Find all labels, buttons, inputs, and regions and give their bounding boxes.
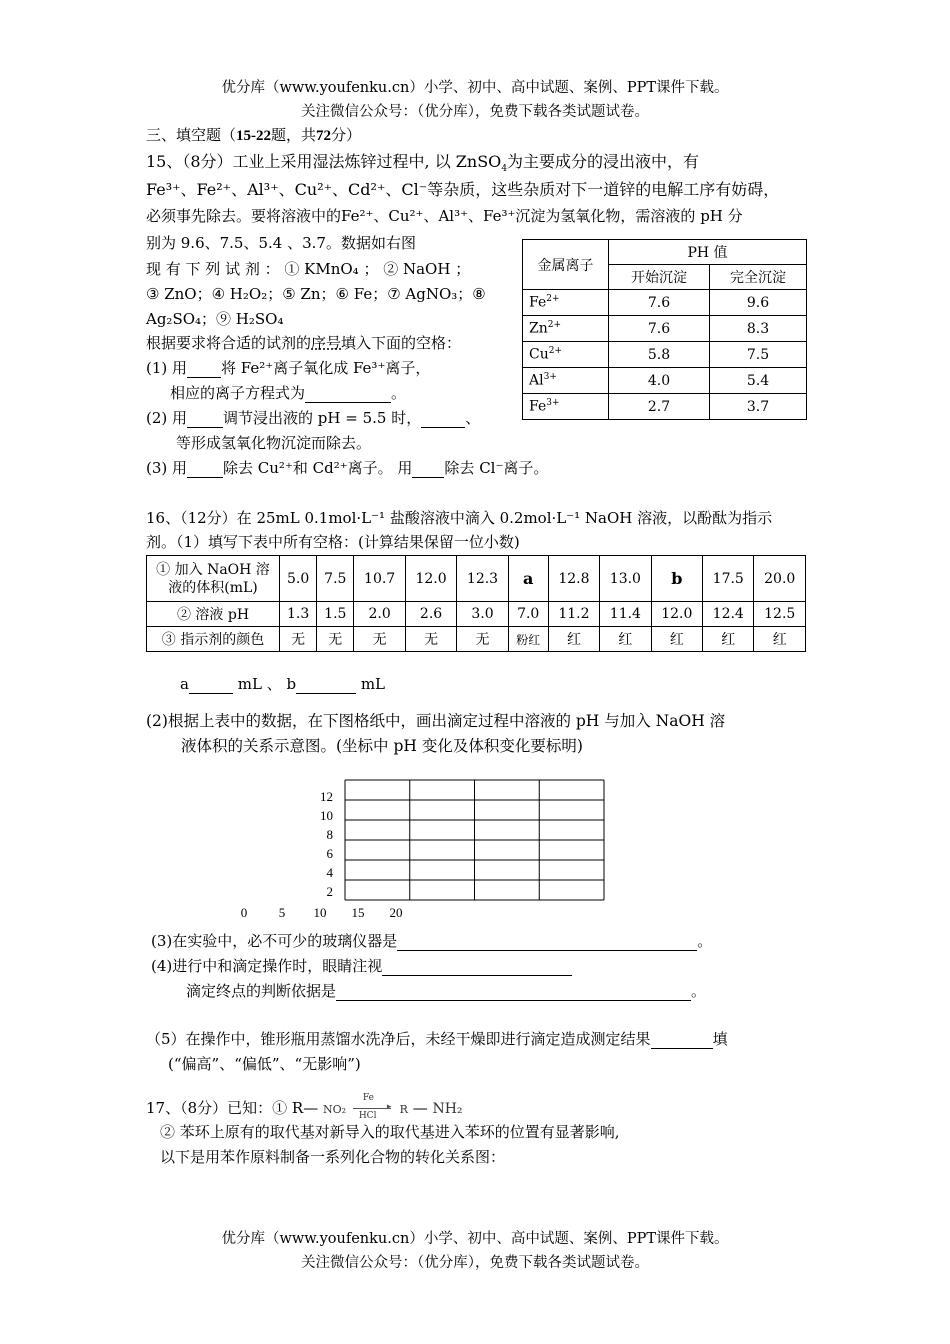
q15-blank-5[interactable] xyxy=(412,459,444,478)
q16-volume-cell: 12.0 xyxy=(405,556,456,602)
q16-volume-cell: 12.8 xyxy=(548,556,599,602)
q15-line-3: 必须事先除去。要将溶液中的Fe²⁺、Cu²⁺、Al³⁺、Fe³⁺沉淀为氢氧化物，需溶液的 pH 分 xyxy=(146,207,743,225)
q16-color-cell: 红 xyxy=(651,627,702,652)
grid-x-tick-label: 15 xyxy=(351,905,365,920)
q15-table-col-ion: 金属离子 xyxy=(523,240,609,290)
q16-color-cell: 粉红 xyxy=(508,627,548,652)
q16-color-cell: 无 xyxy=(317,627,354,652)
grid-y-tick-label: 10 xyxy=(320,808,333,823)
q15-blank-2[interactable] xyxy=(187,409,223,428)
q16-color-cell: 红 xyxy=(548,627,599,652)
q15-ion-cell: $Cu^{2+}$ xyxy=(523,342,609,368)
grid-y-tick-label: 6 xyxy=(326,846,333,861)
grid-y-tick-label: 12 xyxy=(320,789,333,804)
q15-end-ph-cell: 5.4 xyxy=(710,368,807,394)
q15-end-ph-cell: 9.6 xyxy=(710,290,807,316)
grid-x-tick-label: 20 xyxy=(389,905,403,920)
q16-part-2-line-2: 液体积的关系示意图。(坐标中 pH 变化及体积变化要标明) xyxy=(181,737,583,755)
q16-ph-cell: 1.5 xyxy=(317,602,354,627)
q15-table-row xyxy=(523,316,807,342)
q15-blank-1[interactable] xyxy=(187,359,221,378)
q16-ph-cell: 11.4 xyxy=(600,602,651,627)
q16-blank-b[interactable] xyxy=(296,675,356,694)
q16-row-label-ph: ② 溶液 pH xyxy=(147,602,280,627)
grid-x-tick-label: 10 xyxy=(313,905,327,920)
grid-y-tick-label: 4 xyxy=(326,865,333,880)
q16-blank-result[interactable] xyxy=(651,1030,713,1049)
q15-table-row xyxy=(523,342,807,368)
q16-color-cell: 无 xyxy=(354,627,405,652)
q15-line-1: 15、（8分）工业上采用湿法炼锌过程中, 以 ZnSO$_4$为主要成分的浸出液中，有 xyxy=(146,152,700,175)
q15-table-col-ph: PH 值 xyxy=(609,240,807,265)
q15-part-3: (3) 用 除去 Cu²⁺和 Cd²⁺离子。 用 除去 Cl⁻离子。 xyxy=(146,459,549,477)
q17-line-2: ② 苯环上原有的取代基对新导入的取代基进入苯环的位置有显著影响, xyxy=(160,1123,620,1141)
q16-ph-cell: 7.0 xyxy=(508,602,548,627)
q16-part-4b: 滴定终点的判断依据是 。 xyxy=(186,982,707,1000)
q16-ph-cell: 11.2 xyxy=(548,602,599,627)
q16-color-cell: 无 xyxy=(405,627,456,652)
q16-row-label-volume: ① 加入 NaOH 溶 液的体积(mL) xyxy=(147,556,280,602)
q16-volume-cell: 20.0 xyxy=(754,556,806,602)
q16-color-cell: 红 xyxy=(600,627,651,652)
q15-end-ph-cell: 3.7 xyxy=(710,394,807,420)
q17-r-group: R xyxy=(399,1103,408,1116)
q15-end-ph-cell: 7.5 xyxy=(710,342,807,368)
q15-blank-equation[interactable] xyxy=(305,384,391,403)
q15-line-6: ③ ZnO；④ H₂O₂；⑤ Zn；⑥ Fe；⑦ AgNO₃；⑧ xyxy=(146,285,486,303)
q16-color-cell: 红 xyxy=(703,627,754,652)
q17-line-1: 17、（8分）已知：① R— NO₂ Fe ▸ HCl R — NH₂ xyxy=(146,1093,463,1121)
q15-start-ph-cell: 4.0 xyxy=(609,368,710,394)
q16-ab-answers: a mL 、 b mL xyxy=(180,675,385,693)
q16-volume-cell: 13.0 xyxy=(600,556,651,602)
q16-blank-glassware[interactable] xyxy=(397,932,697,951)
q16-grid-paper[interactable] xyxy=(225,775,625,925)
header-line-2: 关注微信公众号：（优分库），免费下载各类试题试卷。 xyxy=(301,104,649,120)
q15-start-ph-cell: 7.6 xyxy=(609,290,710,316)
q16-color-cell: 红 xyxy=(754,627,806,652)
q16-color-cell: 无 xyxy=(280,627,317,652)
header-line-1: 优分库（www.youfenku.cn）小学、初中、高中试题、案例、PPT课件下载。 xyxy=(221,80,729,96)
q16-volume-cell: 17.5 xyxy=(703,556,754,602)
section-title: 三、填空题（15-22题，共72分） xyxy=(146,126,362,144)
q17-nitro-group: NO₂ xyxy=(322,1103,347,1116)
q16-blank-a[interactable] xyxy=(189,675,233,694)
q15-start-ph-cell: 2.7 xyxy=(609,394,710,420)
q17-line-3: 以下是用苯作原料制备一系列化合物的转化关系图： xyxy=(160,1148,506,1166)
q15-part-1b: 相应的离子方程式为 。 xyxy=(170,384,407,402)
q16-part-3: (3)在实验中，必不可少的玻璃仪器是 。 xyxy=(151,932,713,950)
q15-start-ph-cell: 7.6 xyxy=(609,316,710,342)
q16-color-cell: 无 xyxy=(457,627,508,652)
q16-volume-cell: 10.7 xyxy=(354,556,405,602)
q15-ion-cell: $Zn^{2+}$ xyxy=(523,316,609,342)
q16-ph-cell: 12.5 xyxy=(754,602,806,627)
q17-reagent-top: Fe xyxy=(362,1093,374,1103)
grid-y-tick-label: 2 xyxy=(326,884,333,899)
q16-ph-cell: 2.6 xyxy=(405,602,456,627)
q16-part-5: （5）在操作中，锥形瓶用蒸馏水洗净后，未经干燥即进行滴定造成测定结果 填 xyxy=(146,1030,728,1048)
q16-blank-watch[interactable] xyxy=(382,957,572,976)
q16-ph-cell: 3.0 xyxy=(457,602,508,627)
footer-line-1: 优分库（www.youfenku.cn）小学、初中、高中试题、案例、PPT课件下载。 xyxy=(221,1231,729,1247)
q16-titration-table xyxy=(146,555,806,652)
q16-line-1: 16、（12分）在 25mL 0.1mol·L⁻¹ 盐酸溶液中滴入 0.2mol·L⁻¹ NaOH 溶液，以酚酞为指示 xyxy=(146,509,773,527)
q15-table-row xyxy=(523,368,807,394)
q16-line-2: 剂。（1）填写下表中所有空格：(计算结果保留一位小数) xyxy=(146,533,520,551)
q15-ion-cell: $Al^{3+}$ xyxy=(523,368,609,394)
q17-amine-group: NH₂ xyxy=(432,1101,463,1117)
q15-table-row xyxy=(523,290,807,316)
q16-row-label-color: ③ 指示剂的颜色 xyxy=(147,627,280,652)
q16-ph-cell: 12.0 xyxy=(651,602,702,627)
q15-ph-table xyxy=(522,239,807,420)
q15-part-2b: 等形成氢氧化物沉淀而除去。 xyxy=(176,434,372,452)
q15-part-1: (1) 用 将 Fe²⁺离子氧化成 Fe³⁺离子， xyxy=(146,359,431,377)
q16-volume-cell: 5.0 xyxy=(280,556,317,602)
grid-x-tick-label: 0 xyxy=(240,905,248,920)
footer-line-2: 关注微信公众号：（优分库），免费下载各类试题试卷。 xyxy=(301,1255,649,1271)
q15-ion-cell: $Fe^{3+}$ xyxy=(523,394,609,420)
q15-line-2: Fe³⁺、Fe²⁺、Al³⁺、Cu²⁺、Cd²⁺、Cl⁻等杂质，这些杂质对下一道锌的电解工序有妨碍， xyxy=(146,180,780,199)
grid-x-tick-label: 5 xyxy=(278,905,286,920)
q15-line-4: 别为 9.6、7.5、5.4 、3.7。数据如右图 xyxy=(146,234,416,252)
q16-volume-cell: a xyxy=(508,556,548,602)
q16-part-2-line-1: (2)根据上表中的数据，在下图格纸中，画出滴定过程中溶液的 pH 与加入 NaOH 溶 xyxy=(146,712,726,730)
q16-part-5b: (“偏高”、“偏低”、“无影响”) xyxy=(168,1055,361,1073)
q16-ph-cell: 1.3 xyxy=(280,602,317,627)
q16-volume-cell: 12.3 xyxy=(457,556,508,602)
q17-reaction-arrow: Fe ▸ HCl xyxy=(351,1099,395,1119)
q16-ph-cell: 12.4 xyxy=(703,602,754,627)
q17-reagent-bottom: HCl xyxy=(358,1111,377,1121)
q16-part-4: (4)进行中和滴定操作时，眼睛注视 xyxy=(151,955,572,976)
q15-end-ph-cell: 8.3 xyxy=(710,316,807,342)
q15-blank-4[interactable] xyxy=(187,459,223,478)
q15-table-sub-end: 完全沉淀 xyxy=(710,265,807,290)
q16-volume-cell: b xyxy=(651,556,702,602)
q15-table-row xyxy=(523,394,807,420)
q15-line-5: 现 有 下 列 试 剂 ： ① KMnO₄ ； ② NaOH ； xyxy=(146,260,471,278)
q15-part-2: (2) 用 调节浸出液的 pH = 5.5 时， 、 xyxy=(146,409,481,427)
q16-ph-cell: 2.0 xyxy=(354,602,405,627)
q15-ion-cell: $Fe^{2+}$ xyxy=(523,290,609,316)
q16-volume-cell: 7.5 xyxy=(317,556,354,602)
q16-blank-endpoint[interactable] xyxy=(336,982,691,1001)
grid-y-tick-label: 8 xyxy=(326,827,333,842)
q15-line-8: 根据要求将合适的试剂的序号填入下面的空格： xyxy=(146,334,462,352)
q15-line-7: Ag₂SO₄；⑨ H₂SO₄ xyxy=(146,310,284,328)
q15-blank-3[interactable] xyxy=(421,409,465,428)
q15-start-ph-cell: 5.8 xyxy=(609,342,710,368)
q15-table-sub-start: 开始沉淀 xyxy=(609,265,710,290)
